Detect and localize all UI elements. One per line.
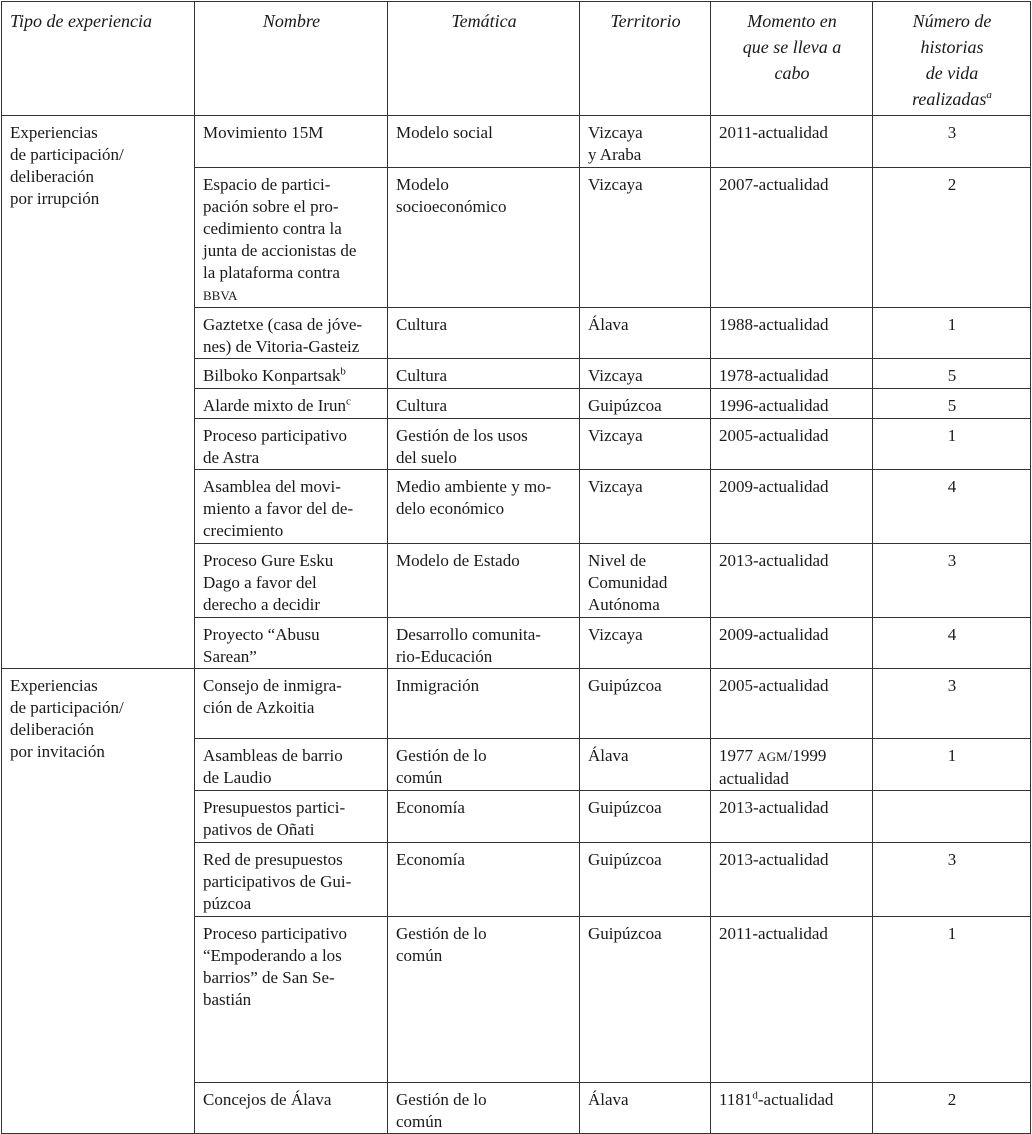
- cell-momento: 2013-actualidad: [711, 843, 873, 917]
- cell-momento: 2011-actualidad: [711, 116, 873, 168]
- cell-numero: 4: [873, 470, 1031, 544]
- cell-nombre: Presupuestos partici- pativos de Oñati: [195, 791, 388, 843]
- cell-territorio: Álava: [580, 1083, 711, 1134]
- cell-tematica: Gestión de lo común: [388, 917, 580, 1083]
- cell-momento: 2009-actualidad: [711, 470, 873, 544]
- cell-momento: 2005-actualidad: [711, 669, 873, 739]
- cell-numero: 3: [873, 116, 1031, 168]
- cell-nombre: Asambleas de barrio de Laudio: [195, 739, 388, 791]
- cell-numero: 2: [873, 1083, 1031, 1134]
- cell-tematica: Cultura: [388, 389, 580, 419]
- cell-nombre: Asamblea del movi- miento a favor del de- crecimiento: [195, 470, 388, 544]
- cell-numero: 3: [873, 669, 1031, 739]
- cell-territorio: Vizcaya: [580, 359, 711, 389]
- header-tematica: Temática: [388, 2, 580, 116]
- cell-tematica: Cultura: [388, 308, 580, 359]
- cell-numero: 1: [873, 419, 1031, 470]
- table-row: [2, 669, 1031, 739]
- cell-numero: [873, 791, 1031, 843]
- experiences-table: [1, 1, 1031, 1134]
- header-tipo: Tipo de experiencia: [2, 2, 195, 116]
- cell-numero: 1: [873, 739, 1031, 791]
- cell-tematica: Inmigración: [388, 669, 580, 739]
- cell-nombre: Red de presupuestos participativos de Gui- púzcoa: [195, 843, 388, 917]
- table-row: [2, 116, 1031, 168]
- cell-momento: 2011-actualidad: [711, 917, 873, 1083]
- cell-tematica: Gestión de lo común: [388, 739, 580, 791]
- cell-territorio: Guipúzcoa: [580, 389, 711, 419]
- cell-territorio: Guipúzcoa: [580, 917, 711, 1083]
- cell-numero: 5: [873, 389, 1031, 419]
- cell-momento: 2009-actualidad: [711, 618, 873, 669]
- cell-momento: 2013-actualidad: [711, 544, 873, 618]
- cell-momento: 2007-actualidad: [711, 168, 873, 308]
- cell-numero: 5: [873, 359, 1031, 389]
- cell-tematica: Economía: [388, 843, 580, 917]
- cell-territorio: Vizcaya: [580, 419, 711, 470]
- cell-territorio: Guipúzcoa: [580, 791, 711, 843]
- cell-tematica: Modelo social: [388, 116, 580, 168]
- cell-nombre: Concejos de Álava: [195, 1083, 388, 1134]
- header-nombre: Nombre: [195, 2, 388, 116]
- cell-tematica: Economía: [388, 791, 580, 843]
- cell-territorio: Nivel de Comunidad Autónoma: [580, 544, 711, 618]
- cell-territorio: Guipúzcoa: [580, 669, 711, 739]
- cell-tematica: Gestión de lo común: [388, 1083, 580, 1134]
- cell-numero: 4: [873, 618, 1031, 669]
- cell-territorio: Álava: [580, 308, 711, 359]
- cell-tematica: Gestión de los usos del suelo: [388, 419, 580, 470]
- cell-numero: 1: [873, 917, 1031, 1083]
- cell-numero: 3: [873, 544, 1031, 618]
- cell-nombre: Alarde mixto de Irun$^c$: [195, 389, 388, 419]
- header-numero: Número de historias de vida realizadas$^a$: [873, 2, 1031, 116]
- cell-tematica: Modelo socioeconómico: [388, 168, 580, 308]
- cell-nombre: Consejo de inmigra- ción de Azkoitia: [195, 669, 388, 739]
- cell-tematica: Desarrollo comunita- rio-Educación: [388, 618, 580, 669]
- cell-tematica: Medio ambiente y mo- delo económico: [388, 470, 580, 544]
- header-row: [2, 2, 1031, 116]
- cell-nombre: Proyecto “Abusu Sarean”: [195, 618, 388, 669]
- cell-nombre: Proceso participativo “Empoderando a los barrios” de San Se- bastián: [195, 917, 388, 1083]
- cell-numero: 1: [873, 308, 1031, 359]
- cell-nombre: Espacio de partici- pación sobre el pro- cedimiento contra la junta de accionistas de la plataforma contra BBVA: [195, 168, 388, 308]
- cell-momento: 1181$^d$-actualidad: [711, 1083, 873, 1134]
- group-label-invitacion: Experiencias de participación/ deliberación por invitación: [2, 669, 195, 1134]
- cell-momento: 1977 AGM/1999 actualidad: [711, 739, 873, 791]
- cell-nombre: Bilboko Konpartsak$^b$: [195, 359, 388, 389]
- cell-nombre: Proceso Gure Esku Dago a favor del derecho a decidir: [195, 544, 388, 618]
- cell-territorio: Vizcaya y Araba: [580, 116, 711, 168]
- cell-numero: 2: [873, 168, 1031, 308]
- cell-momento: 1988-actualidad: [711, 308, 873, 359]
- cell-nombre: Proceso participativo de Astra: [195, 419, 388, 470]
- cell-numero: 3: [873, 843, 1031, 917]
- cell-nombre: Movimiento 15M: [195, 116, 388, 168]
- header-territorio: Territorio: [580, 2, 711, 116]
- cell-tematica: Cultura: [388, 359, 580, 389]
- cell-territorio: Guipúzcoa: [580, 843, 711, 917]
- cell-territorio: Álava: [580, 739, 711, 791]
- cell-territorio: Vizcaya: [580, 168, 711, 308]
- cell-nombre: Gaztetxe (casa de jóve- nes) de Vitoria-Gasteiz: [195, 308, 388, 359]
- cell-tematica: Modelo de Estado: [388, 544, 580, 618]
- cell-momento: 2005-actualidad: [711, 419, 873, 470]
- cell-momento: 1996-actualidad: [711, 389, 873, 419]
- group-label-irrupcion: Experiencias de participación/ deliberación por irrupción: [2, 116, 195, 669]
- header-momento: Momento en que se lleva a cabo: [711, 2, 873, 116]
- cell-territorio: Vizcaya: [580, 618, 711, 669]
- cell-territorio: Vizcaya: [580, 470, 711, 544]
- cell-momento: 1978-actualidad: [711, 359, 873, 389]
- cell-momento: 2013-actualidad: [711, 791, 873, 843]
